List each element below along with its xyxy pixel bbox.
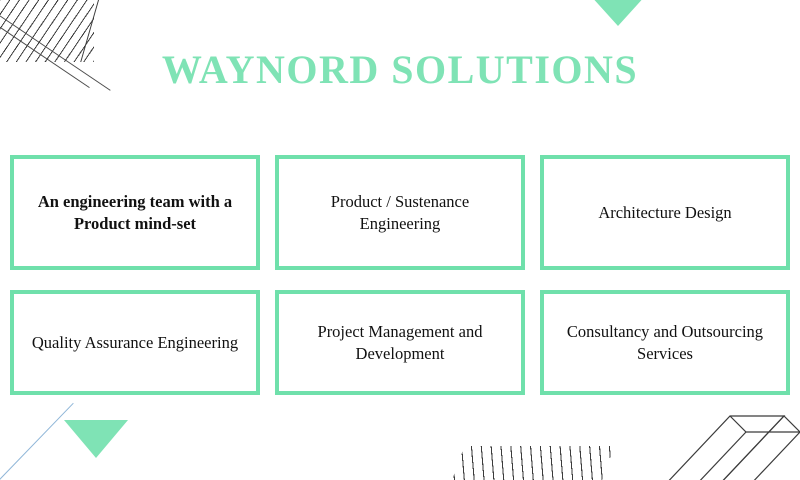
service-card[interactable] bbox=[275, 290, 525, 395]
services-grid bbox=[0, 155, 800, 395]
service-card-label: Consultancy and Outsourcing Services bbox=[566, 321, 764, 363]
service-card-label: Project Management and Development bbox=[317, 321, 483, 363]
page-title: WAYNORD SOLUTIONS bbox=[161, 47, 639, 92]
service-card-label: Architecture Design bbox=[598, 202, 732, 222]
service-card-label: Quality Assurance Engineering bbox=[31, 332, 239, 352]
service-card[interactable] bbox=[540, 155, 790, 270]
diagonal-line-bottom-left-icon bbox=[0, 403, 74, 480]
triangle-bottom-accent-icon bbox=[64, 420, 128, 458]
service-card-label: An engineering team with a Product mind-set bbox=[37, 191, 233, 233]
service-card[interactable] bbox=[540, 290, 790, 395]
triangle-top-accent-icon bbox=[580, 0, 656, 26]
service-card-label: Product / Sustenance Engineering bbox=[330, 191, 470, 233]
hatched-block-bottom-center-icon bbox=[446, 446, 615, 480]
service-card[interactable] bbox=[10, 290, 260, 395]
service-card[interactable] bbox=[10, 155, 260, 270]
isometric-bar-bottom-right-icon bbox=[660, 392, 800, 480]
service-card[interactable] bbox=[275, 155, 525, 270]
